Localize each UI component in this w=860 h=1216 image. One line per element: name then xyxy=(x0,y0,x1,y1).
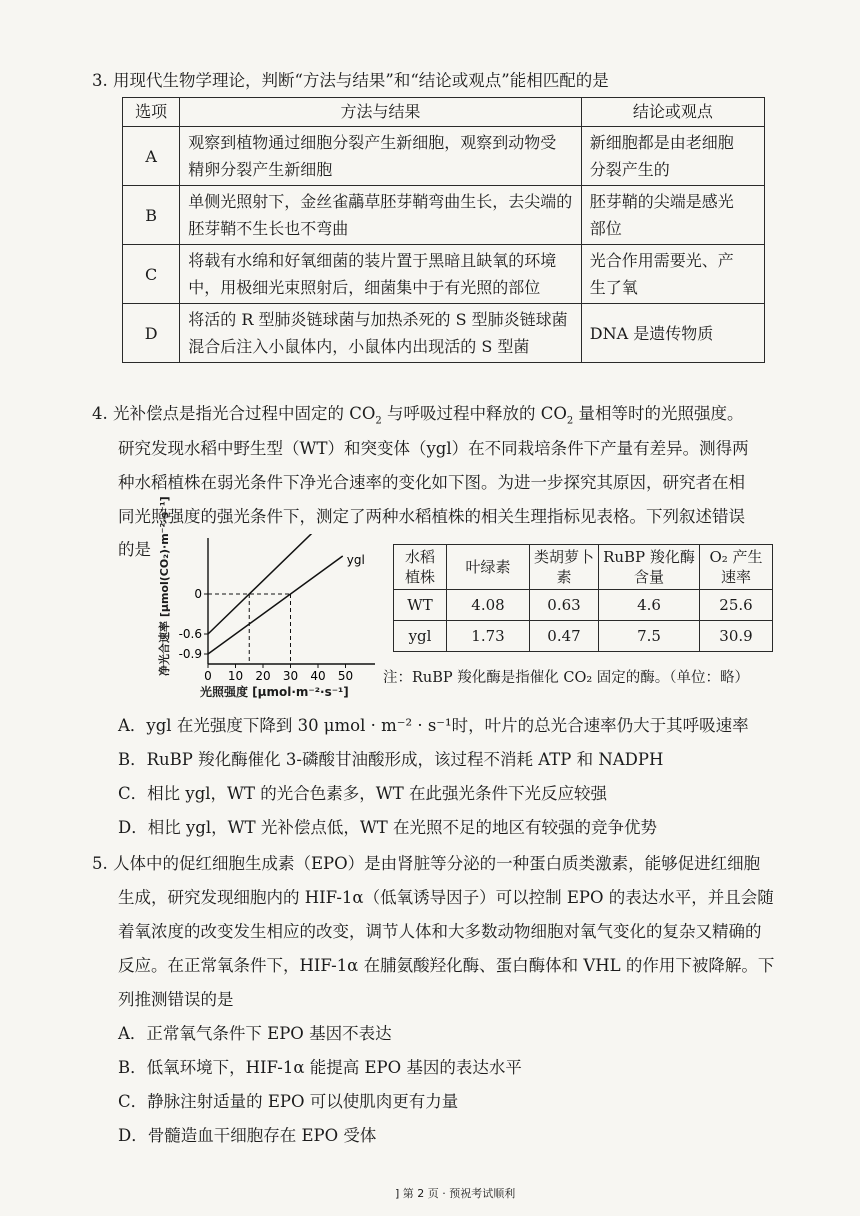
q5-option-a: A．正常氧气条件下 EPO 基因不表达 xyxy=(118,1024,392,1043)
subscript: 2 xyxy=(566,415,574,427)
q4-option-c: C．相比 ygl，WT 的光合色素多，WT 在此强光条件下光反应较强 xyxy=(118,784,607,803)
q4-table xyxy=(393,544,773,652)
table-row xyxy=(123,186,765,245)
conclusion-cell xyxy=(581,304,764,363)
q5-option-b: B．低氧环境下，HIF-1α 能提高 EPO 基因的表达水平 xyxy=(118,1058,522,1077)
q5-option-c: C．静脉注射适量的 EPO 可以使肌肉更有力量 xyxy=(118,1092,459,1111)
conclusion-cell xyxy=(581,127,764,186)
net-photosynthesis-chart xyxy=(160,534,385,704)
q5-option-d: D．骨髓造血干细胞存在 EPO 受体 xyxy=(118,1126,377,1145)
q4-option-d: D．相比 ygl，WT 光补偿点低，WT 在光照不足的地区有较强的竞争优势 xyxy=(118,818,658,837)
series-line-wt xyxy=(208,534,326,634)
cell: ygl xyxy=(394,621,447,652)
option-label: C xyxy=(123,245,180,304)
conclusion-cell xyxy=(581,186,764,245)
conclusion-line: 部位 xyxy=(589,219,622,238)
table-row xyxy=(394,590,773,621)
q3-table xyxy=(122,97,765,363)
cell: 7.5 xyxy=(599,621,700,652)
y-tick-label: -0.9 xyxy=(178,647,202,661)
x-tick-label: 10 xyxy=(227,669,244,683)
q4-option-a: A．ygl 在光强度下降到 30 μmol · m⁻² · s⁻¹时，叶片的总光合速率仍大于其呼吸速率 xyxy=(118,716,749,735)
option-label: D xyxy=(123,304,180,363)
method-line: 观察到植物通过细胞分裂产生新细胞，观察到动物受 xyxy=(188,133,557,152)
method-cell xyxy=(180,304,582,363)
q5-stem-line-1: 5. 人体中的促红细胞生成素（EPO）是由肾脏等分泌的一种蛋白质类激素，能够促进红细胞 xyxy=(92,854,761,873)
q4-stem-line-5: 的是 xyxy=(118,540,151,559)
table-row xyxy=(123,304,765,363)
q4-stem-line-3: 种水稻植株在弱光条件下净光合速率的变化如下图。为进一步探究其原因，研究者在相 xyxy=(118,473,745,492)
q4-table-note: 注：RuBP 羧化酶是指催化 CO₂ 固定的酶。（单位：略） xyxy=(383,670,750,686)
table-row xyxy=(123,245,765,304)
table-header-row xyxy=(394,545,773,590)
method-cell xyxy=(180,245,582,304)
header-conclusion: 结论或观点 xyxy=(581,98,764,127)
method-cell xyxy=(180,186,582,245)
cell: 25.6 xyxy=(700,590,773,621)
cell: WT xyxy=(394,590,447,621)
method-line: 将活的 R 型肺炎链球菌与加热杀死的 S 型肺炎链球菌 xyxy=(188,310,568,329)
x-tick-label: 20 xyxy=(255,669,271,683)
header-plant: 水稻植株 xyxy=(394,545,447,590)
q3-stem: 3. 用现代生物学理论，判断“方法与结果”和“结论或观点”能相匹配的是 xyxy=(92,71,609,90)
method-line: 中，用极细光束照射后，细菌集中于有光照的部位 xyxy=(188,278,541,297)
conclusion-line: 新细胞都是由老细胞 xyxy=(589,133,734,152)
option-label: A xyxy=(123,127,180,186)
conclusion-line: 光合作用需要光、产 xyxy=(589,251,734,270)
cell: 1.73 xyxy=(447,621,530,652)
header-chlorophyll: 叶绿素 xyxy=(447,545,530,590)
header-carotenoid: 类胡萝卜素 xyxy=(530,545,599,590)
x-axis-label: 光照强度 [μmol·m⁻²·s⁻¹] xyxy=(200,685,349,699)
conclusion-line: DNA 是遗传物质 xyxy=(589,323,714,343)
header-rubp: RuBP 羧化酶含量 xyxy=(599,545,700,590)
q4-stem-line-1 xyxy=(92,403,744,432)
q5-stem-line-3: 着氧浓度的改变发生相应的改变，调节人体和大多数动物细胞对氧气变化的复杂又精确的 xyxy=(118,922,762,941)
method-line: 单侧光照射下，金丝雀虉草胚芽鞘弯曲生长，去尖端的 xyxy=(188,192,573,211)
y-tick-label: 0 xyxy=(194,587,202,601)
x-tick-label: 50 xyxy=(337,669,354,683)
option-label: B xyxy=(123,186,180,245)
conclusion-cell xyxy=(581,245,764,304)
stem-text: 4. 光补偿点是指光合过程中固定的 CO xyxy=(92,404,376,423)
cell: 30.9 xyxy=(700,621,773,652)
series-label-ygl: ygl xyxy=(346,553,365,567)
subscript: 2 xyxy=(375,415,382,427)
x-tick-label: 40 xyxy=(310,669,326,683)
table-row xyxy=(123,127,765,186)
header-option: 选项 xyxy=(123,98,180,127)
stem-text: 量相等时的光照强度。 xyxy=(573,404,744,423)
q4-stem-line-2: 研究发现水稻中野生型（WT）和突变体（ygl）在不同栽培条件下产量有差异。测得两 xyxy=(118,439,749,458)
series-line-ygl xyxy=(208,556,343,654)
q5-stem-line-5: 列推测错误的是 xyxy=(118,990,234,1009)
conclusion-line: 胚芽鞘的尖端是感光 xyxy=(589,192,734,211)
method-cell xyxy=(180,127,582,186)
q5-stem-line-2: 生成，研究发现细胞内的 HIF-1α（低氧诱导因子）可以控制 EPO 的表达水平，并且会随 xyxy=(118,888,774,907)
conclusion-line: 分裂产生的 xyxy=(589,160,670,179)
header-method: 方法与结果 xyxy=(180,98,582,127)
cell: 0.47 xyxy=(530,621,599,652)
q5-stem-line-4: 反应。在正常氧条件下，HIF-1α 在脯氨酸羟化酶、蛋白酶体和 VHL 的作用下被降解。下 xyxy=(118,956,775,975)
method-line: 精卵分裂产生新细胞 xyxy=(188,160,333,179)
x-tick-label: 30 xyxy=(282,669,299,683)
header-o2-rate: O₂ 产生速率 xyxy=(700,545,773,590)
x-tick-label: 0 xyxy=(204,669,212,683)
cell: 4.6 xyxy=(599,590,700,621)
y-axis-label: 净光合速率 [μmol(CO₂)·m⁻²·s⁻¹] xyxy=(158,496,171,676)
q4-stem-line-4: 同光照强度的强光条件下，测定了两种水稻植株的相关生理指标见表格。下列叙述错误 xyxy=(118,507,745,526)
q4-option-b: B．RuBP 羧化酶催化 3-磷酸甘油酸形成，该过程不消耗 ATP 和 NADPH xyxy=(118,750,664,769)
table-header-row xyxy=(123,98,765,127)
method-line: 胚芽鞘不生长也不弯曲 xyxy=(188,219,349,238)
method-line: 将载有水绵和好氧细菌的装片置于黑暗且缺氧的环境 xyxy=(188,251,557,270)
stem-text: 与呼吸过程中释放的 CO xyxy=(381,404,567,423)
method-line: 混合后注入小鼠体内，小鼠体内出现活的 S 型菌 xyxy=(188,337,530,356)
table-row xyxy=(394,621,773,652)
conclusion-line: 生了氧 xyxy=(589,278,638,297)
page-footer: ] 第 2 页 · 预祝考试顺利 xyxy=(395,1187,516,1200)
y-tick-label: -0.6 xyxy=(178,627,202,641)
y-axis-label-box xyxy=(150,496,178,680)
cell: 4.08 xyxy=(447,590,530,621)
cell: 0.63 xyxy=(530,590,599,621)
